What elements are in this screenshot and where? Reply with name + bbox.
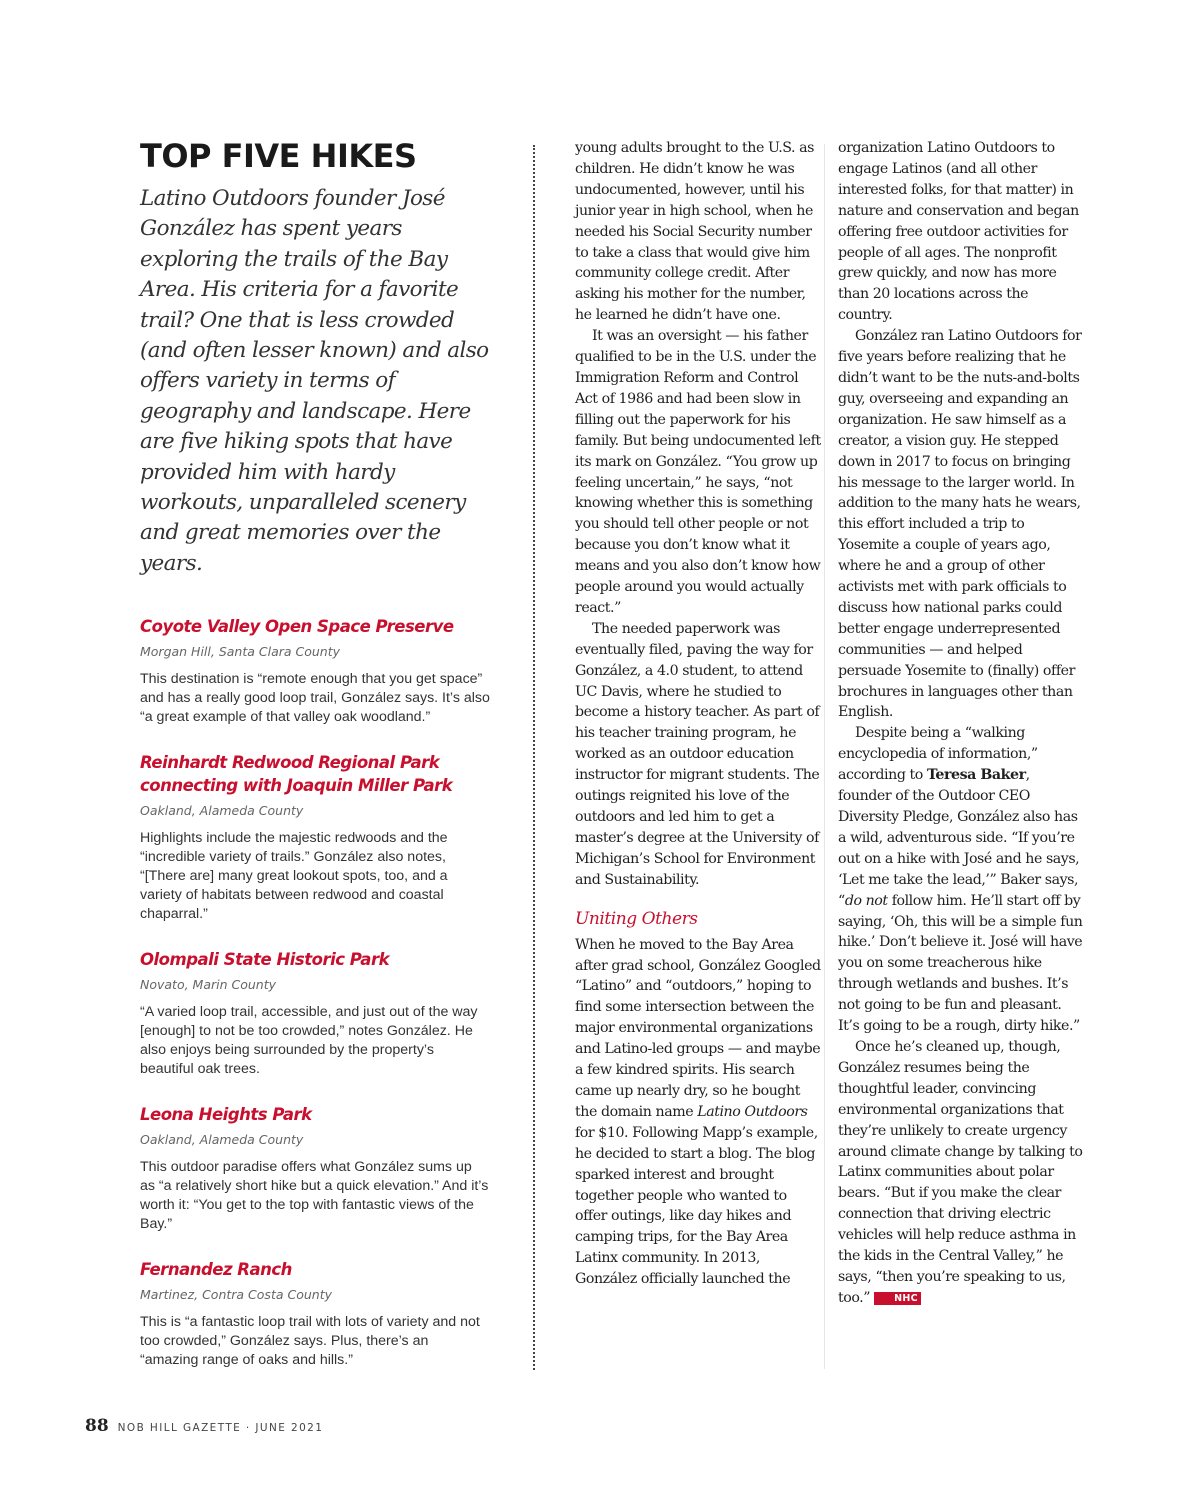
article-paragraph: The needed paperwork was eventually filed, paving the way for González, a 4.0 student, to attend UC Davis, where he studied to become a history teacher. As part of his teacher training program, he worked as an outdoor education instructor for migrant students. The outings reignited his love of the outdoors and led him to get a master’s degree at the University of Michigan’s School for Environment and Sustainability. bbox=[575, 620, 820, 888]
hike-location: Morgan Hill, Santa Clara County bbox=[140, 644, 341, 660]
hike-location: Oakland, Alameda County bbox=[140, 1132, 304, 1148]
hike-description: “A varied loop trail, accessible, and just out of the way [enough] to not be too crowded,” notes González. He also enjoys being surrounded by the property’s beautiful oak trees. bbox=[140, 1004, 478, 1078]
hike-name: Fernandez Ranch bbox=[140, 1260, 292, 1280]
publication-line: NOB HILL GAZETTE · JUNE 2021 bbox=[117, 1422, 324, 1434]
article-column-1 bbox=[575, 138, 821, 1290]
text-run: Despite being a “walking encyclopedia of information,” according to bbox=[838, 725, 1038, 784]
hike-description: Highlights include the majestic redwoods and the “incredible variety of trails.” González also notes, “[There are] many great lookout spots, too, and a variety of habitats between redwood and coastal chaparral.” bbox=[140, 830, 448, 923]
article-paragraph: organization Latino Outdoors to engage Latinos (and all other interested folks, for that matter) in nature and conservation and began offering free outdoor activities for people of all ages. The nonprofit grew quickly, and now has more than 20 locations across the country. bbox=[838, 140, 1079, 324]
text-run: , founder of the Outdoor CEO Diversity Pledge, González also has a wild, adventurous side. “If you’re out on a hike with José and he says, ‘Let me take the lead,’” Baker says, “ bbox=[838, 767, 1080, 909]
top-five-hikes-sidebar bbox=[140, 138, 500, 1370]
hike-name: Reinhardt Redwood Regional Park connecting with Joaquin Miller Park bbox=[140, 753, 453, 796]
text-run: for $10. Following Mapp’s example, he decided to start a blog. The blog sparked interest and brought together people who wanted to offer outings, like day hikes and camping trips, for the Bay Area Latinx community. In 2013, González officially launched the bbox=[575, 1124, 818, 1288]
text-run: follow him. He’ll start off by saying, ‘Oh, this will be a simple fun hike.’ Don’t believe it. José will have you on some treacherous hike through wetlands and bushes. It’s not going to be fun and pleasant. It’s going to be a rough, dirty hike.” bbox=[838, 892, 1083, 1035]
hike-item bbox=[140, 615, 500, 727]
hike-description: This destination is “remote enough that you get space” and has a really good loop trail, González says. It’s also “a great example of that valley oak woodland.” bbox=[140, 671, 490, 726]
article-paragraph: young adults brought to the U.S. as children. He didn’t know he was undocumented, however, until his junior year in high school, when he needed his Social Security number to take a class that would give him community college credit. After asking his mother for the number, he learned he didn’t have one. bbox=[575, 140, 814, 324]
hike-location: Oakland, Alameda County bbox=[140, 803, 304, 819]
article-paragraph bbox=[838, 1037, 1084, 1309]
italic-publication-name: Latino Outdoors bbox=[697, 1103, 808, 1120]
end-mark-badge: NHC bbox=[874, 1292, 921, 1305]
article-column-2 bbox=[838, 138, 1084, 1309]
sidebar-title: TOP FIVE HIKES bbox=[140, 137, 417, 175]
page-number: 88 bbox=[85, 1416, 109, 1436]
section-subhead: Uniting Others bbox=[575, 908, 698, 929]
bold-name: Teresa Baker bbox=[926, 767, 1026, 784]
hike-location: Martinez, Contra Costa County bbox=[140, 1287, 332, 1303]
page-footer bbox=[85, 1416, 323, 1436]
italic-emphasis: do not bbox=[844, 892, 888, 909]
hike-item bbox=[140, 1103, 500, 1234]
hike-name: Coyote Valley Open Space Preserve bbox=[140, 617, 454, 637]
article-paragraph: It was an oversight — his father qualified to be in the U.S. under the Immigration Reform and Control Act of 1986 and had been slow in filling out the paperwork for his family. But being undocumented left its mark on González. “You grow up feeling uncertain,” he says, “not knowing whether this is something you should tell other people or not because you don’t know what it means and you also don’t know how people around you would actually react.” bbox=[575, 328, 821, 616]
hike-description: This outdoor paradise offers what González sums up as “a relatively short hike but a quick elevation.” And it’s worth it: “You get to the top with fantastic views of the Bay.” bbox=[140, 1159, 489, 1233]
hike-name: Olompali State Historic Park bbox=[140, 950, 390, 970]
hike-name: Leona Heights Park bbox=[140, 1105, 312, 1125]
hike-description: This is “a fantastic loop trail with lots of variety and not too crowded,” González says. Plus, there’s an “amazing range of oaks and hills.” bbox=[140, 1314, 480, 1369]
hike-item bbox=[140, 948, 500, 1079]
hike-item bbox=[140, 1258, 500, 1370]
article-paragraph: González ran Latino Outdoors for five years before realizing that he didn’t want to be the nuts-and-bolts guy, overseeing and expanding an organization. He saw himself as a creator, a vision guy. He stepped down in 2017 to focus on bringing his message to the larger world. In addition to the many hats he wears, this effort included a trip to Yosemite a couple of years ago, where he and a group of other activists met with park officials to discuss how national parks could better engage underrepresented communities — and helped persuade Yosemite to (finally) offer brochures in languages other than English. bbox=[838, 328, 1082, 721]
hike-location: Novato, Marin County bbox=[140, 977, 277, 993]
article-paragraph bbox=[838, 723, 1084, 1037]
text-run: Once he’s cleaned up, though, González resumes being the thoughtful leader, convincing environmental organizations that they’re unlikely to create urgency around climate change by talking to Latinx communities about polar bears. “But if you make the clear connection that driving electric vehicles will help reduce asthma in the kids in the Central Valley,” he says, “then you’re speaking to us, too.” bbox=[838, 1038, 1083, 1306]
text-run: When he moved to the Bay Area after grad school, González Googled “Latino” and “outdoors,” hoping to find some intersection between the major environmental organizations and Latino-led groups — and maybe a few kindred spirits. His search came up nearly dry, so he bought the domain name bbox=[575, 936, 821, 1120]
hike-item bbox=[140, 751, 500, 924]
sidebar-intro: Latino Outdoors founder José González has spent years exploring the trails of the Bay Area. His criteria for a favorite trail? One that is less crowded (and often lesser known) and also offers variety in terms of geography and landscape. Here are five hiking spots that have provided him with hardy workouts, unparalleled scenery and great memories over the years. bbox=[140, 186, 489, 576]
article-paragraph bbox=[575, 935, 821, 1290]
column-divider bbox=[533, 145, 535, 1370]
